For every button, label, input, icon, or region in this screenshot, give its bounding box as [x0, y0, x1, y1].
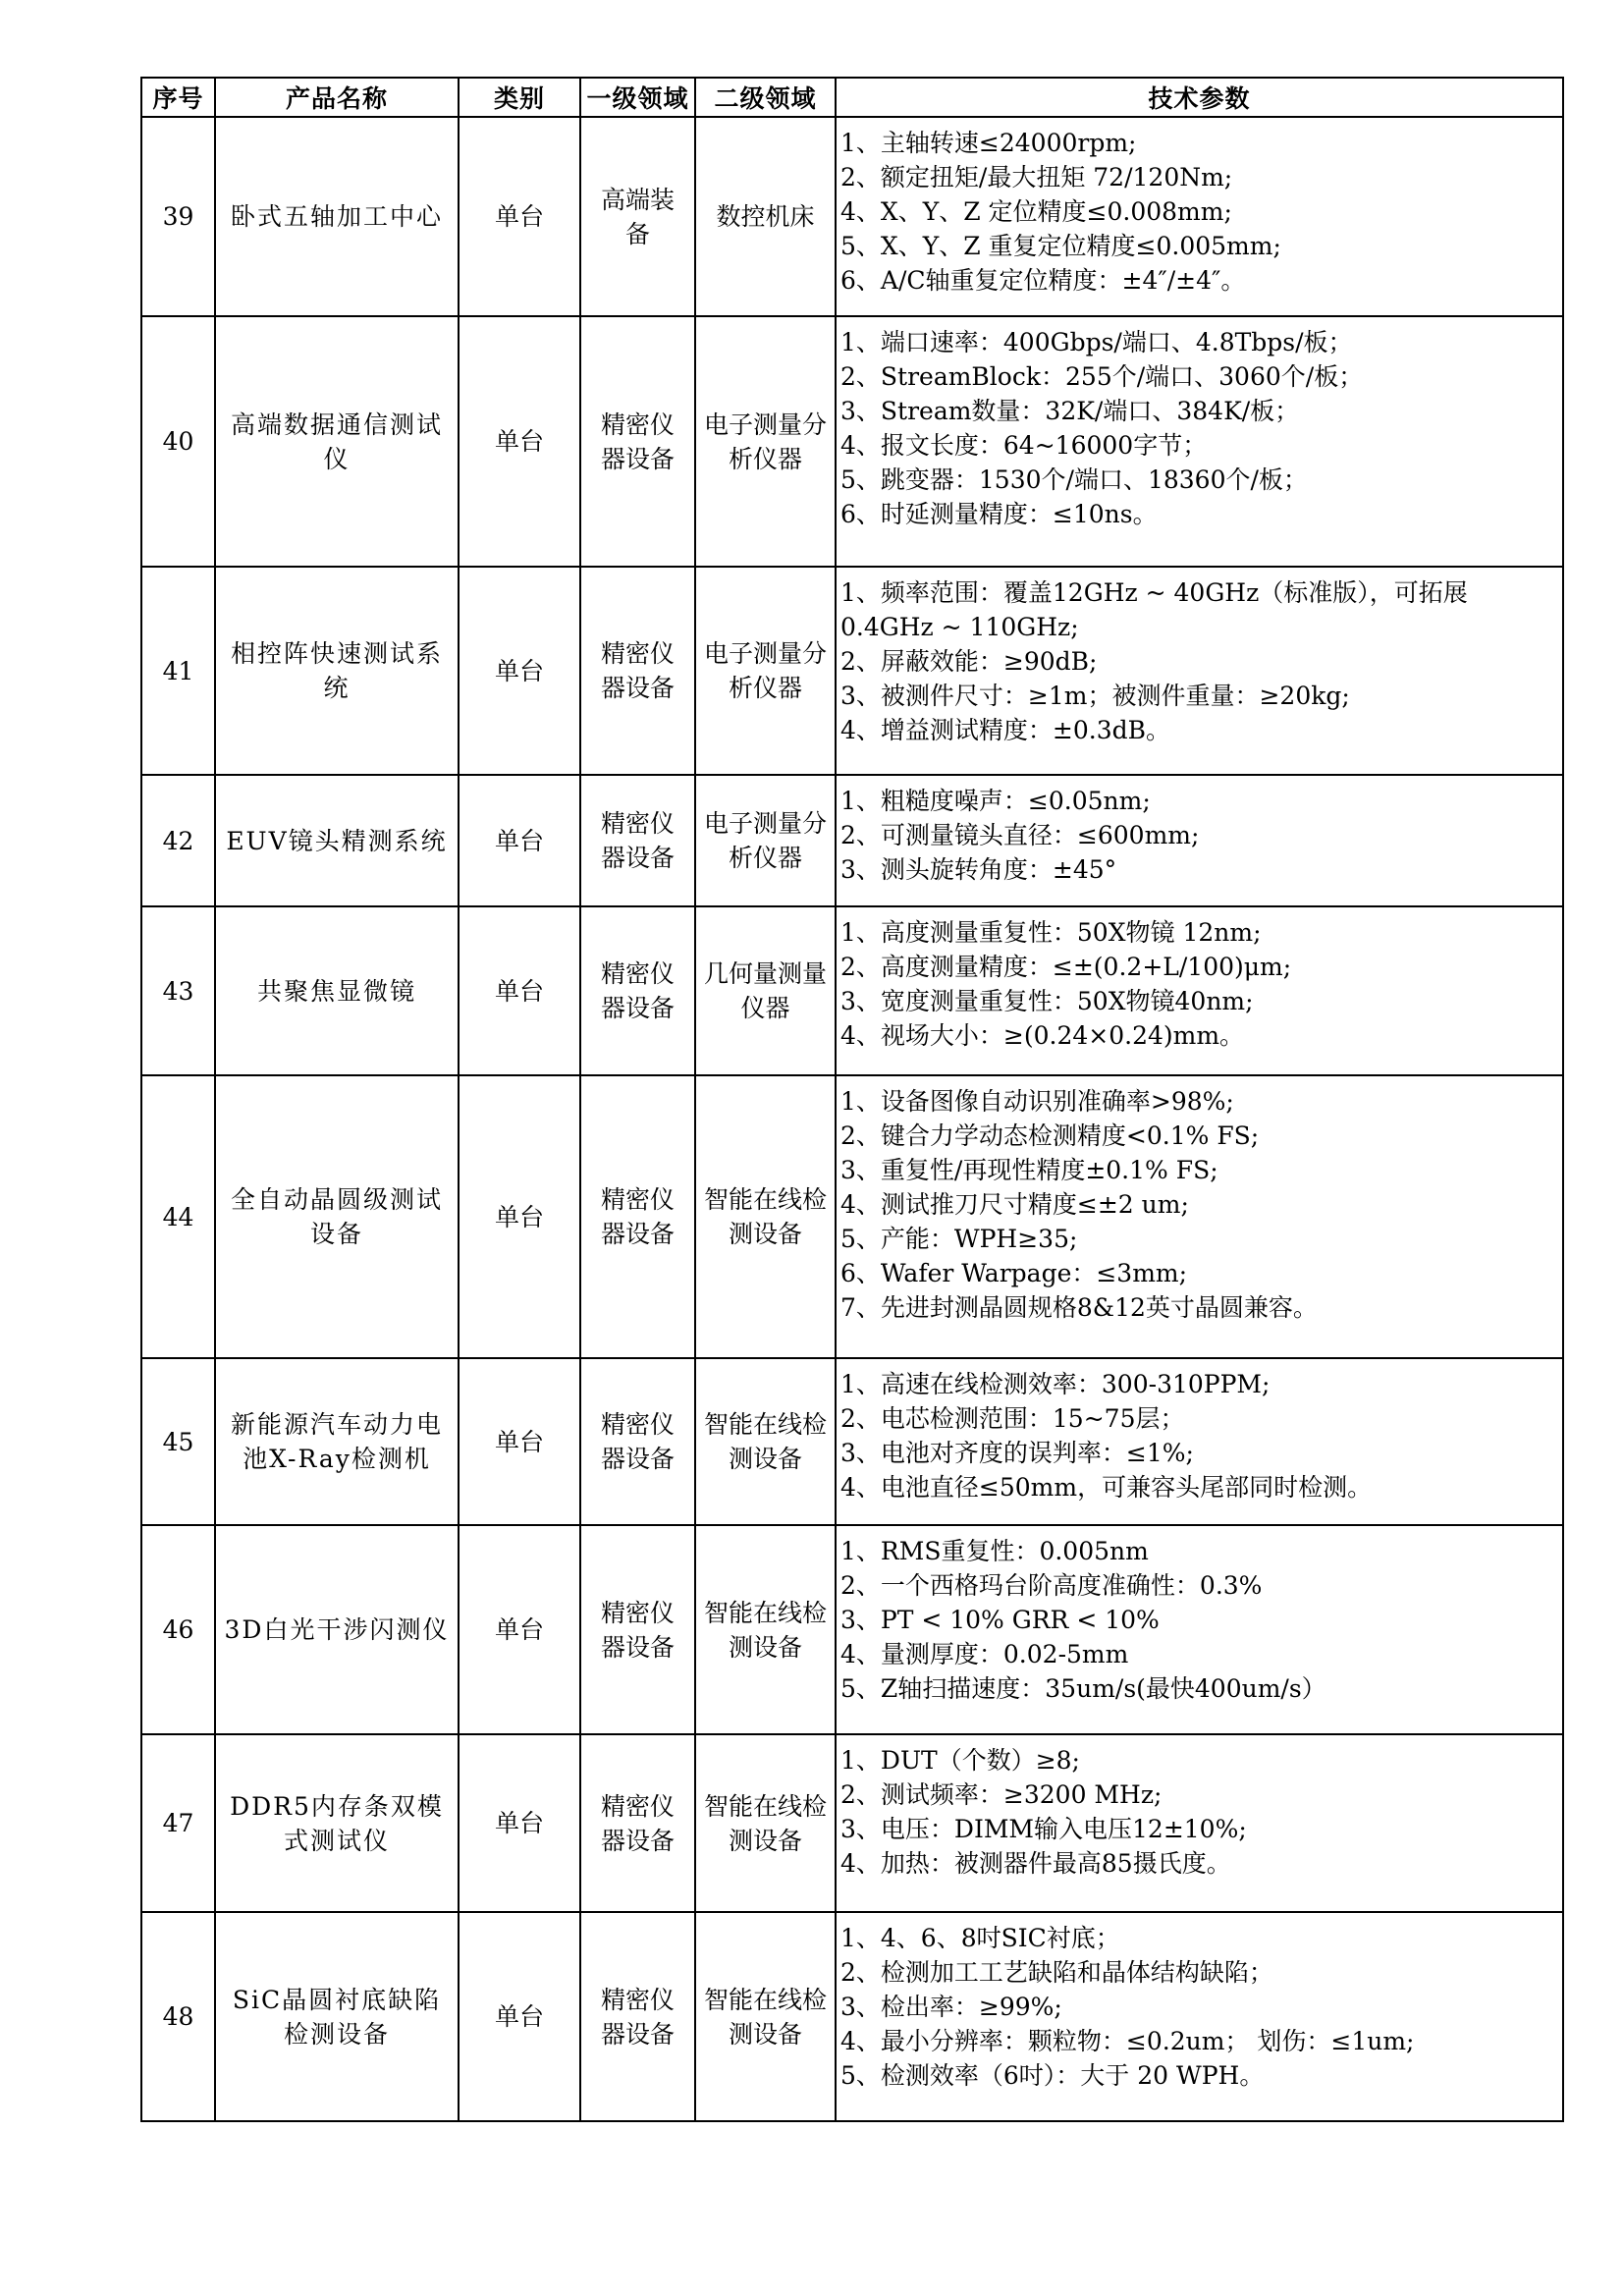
cell-level2: 智能在线检测设备 [695, 1912, 836, 2121]
cell-index: 40 [141, 316, 215, 567]
param-line: 1、端口速率：400Gbps/端口、4.8Tbps/板； [840, 328, 1353, 356]
param-line: 1、4、6、8吋SIC衬底； [840, 1924, 1120, 1952]
cell-params [836, 1734, 1563, 1912]
param-line: 1、主轴转速≤24000rpm; [840, 129, 1137, 157]
param-line: 4、增益测试精度：±0.3dB。 [840, 716, 1170, 744]
param-line: 3、电压：DIMM输入电压12±10%; [840, 1815, 1247, 1843]
header-params: 技术参数 [836, 78, 1563, 117]
cell-category: 单台 [459, 316, 580, 567]
param-line: 6、A/C轴重复定位精度：±4″/±4″。 [840, 266, 1246, 295]
param-line: 3、Stream数量：32K/端口、384K/板； [840, 397, 1300, 425]
header-name: 产品名称 [215, 78, 459, 117]
cell-index: 43 [141, 906, 215, 1075]
param-line: 3、检出率：≥99%; [840, 1993, 1062, 2021]
cell-params [836, 316, 1563, 567]
table-row [141, 906, 1563, 1075]
table-row [141, 1525, 1563, 1734]
param-line: 2、键合力学动态检测精度<0.1% FS; [840, 1121, 1260, 1150]
cell-product-name: 卧式五轴加工中心 [215, 117, 459, 316]
param-line: 5、跳变器：1530个/端口、18360个/板； [840, 465, 1308, 494]
param-line: 4、测试推刀尺寸精度≤±2 um; [840, 1190, 1189, 1219]
cell-index: 41 [141, 567, 215, 775]
cell-level2: 智能在线检测设备 [695, 1075, 836, 1358]
cell-category: 单台 [459, 1525, 580, 1734]
header-level2: 二级领域 [695, 78, 836, 117]
param-line: 5、产能：WPH≥35; [840, 1225, 1078, 1253]
cell-product-name: 全自动晶圆级测试设备 [215, 1075, 459, 1358]
param-line: 2、检测加工工艺缺陷和晶体结构缺陷； [840, 1958, 1273, 1987]
cell-level1: 精密仪器设备 [580, 1525, 695, 1734]
cell-level1: 精密仪器设备 [580, 906, 695, 1075]
table-row [141, 1358, 1563, 1525]
param-line: 3、宽度测量重复性：50X物镜40nm; [840, 987, 1254, 1015]
cell-category: 单台 [459, 1734, 580, 1912]
param-line: 6、Wafer Warpage：≤3mm; [840, 1259, 1188, 1287]
cell-level2: 智能在线检测设备 [695, 1525, 836, 1734]
cell-index: 39 [141, 117, 215, 316]
param-line: 1、设备图像自动识别准确率>98%; [840, 1087, 1234, 1116]
param-line: 1、RMS重复性：0.005nm [840, 1537, 1149, 1565]
product-spec-table [140, 77, 1564, 2122]
cell-product-name: 共聚焦显微镜 [215, 906, 459, 1075]
param-line: 3、测头旋转角度：±45° [840, 855, 1117, 884]
param-line: 3、重复性/再现性精度±0.1% FS; [840, 1156, 1218, 1184]
cell-level2: 电子测量分析仪器 [695, 316, 836, 567]
cell-params [836, 775, 1563, 906]
cell-product-name: SiC晶圆衬底缺陷检测设备 [215, 1912, 459, 2121]
cell-product-name: 新能源汽车动力电池X-Ray检测机 [215, 1358, 459, 1525]
header-index: 序号 [141, 78, 215, 117]
param-line: 4、报文长度：64~16000字节； [840, 431, 1208, 460]
param-line: 4、X、Y、Z 定位精度≤0.008mm; [840, 197, 1232, 226]
param-line: 4、加热：被测器件最高85摄氏度。 [840, 1849, 1231, 1878]
param-line: 1、粗糙度噪声：≤0.05nm; [840, 787, 1151, 815]
cell-index: 45 [141, 1358, 215, 1525]
cell-product-name: 高端数据通信测试仪 [215, 316, 459, 567]
cell-category: 单台 [459, 1358, 580, 1525]
cell-level1: 精密仪器设备 [580, 775, 695, 906]
cell-level1: 精密仪器设备 [580, 1912, 695, 2121]
cell-level1: 精密仪器设备 [580, 316, 695, 567]
cell-index: 48 [141, 1912, 215, 2121]
cell-level2: 电子测量分析仪器 [695, 775, 836, 906]
param-line: 3、PT < 10% GRR < 10% [840, 1606, 1160, 1634]
param-line: 4、量测厚度：0.02-5mm [840, 1640, 1129, 1668]
cell-params [836, 1358, 1563, 1525]
header-level1: 一级领域 [580, 78, 695, 117]
cell-index: 47 [141, 1734, 215, 1912]
cell-category: 单台 [459, 775, 580, 906]
cell-params [836, 117, 1563, 316]
cell-index: 42 [141, 775, 215, 906]
table-body [141, 117, 1563, 2121]
param-line: 2、可测量镜头直径：≤600mm; [840, 821, 1200, 849]
table-row [141, 117, 1563, 316]
table-header-row [141, 78, 1563, 117]
table-row [141, 775, 1563, 906]
table-row [141, 1734, 1563, 1912]
param-line: 1、高度测量重复性：50X物镜 12nm; [840, 918, 1262, 947]
param-line: 2、屏蔽效能：≥90dB; [840, 647, 1098, 676]
table-row [141, 1912, 1563, 2121]
table-row [141, 567, 1563, 775]
param-line: 4、最小分辨率：颗粒物：≤0.2um； 划伤：≤1um; [840, 2027, 1415, 2055]
cell-level2: 电子测量分析仪器 [695, 567, 836, 775]
cell-level2: 智能在线检测设备 [695, 1734, 836, 1912]
cell-category: 单台 [459, 117, 580, 316]
param-line: 2、电芯检测范围：15~75层； [840, 1404, 1185, 1433]
cell-params [836, 1075, 1563, 1358]
cell-level1: 精密仪器设备 [580, 567, 695, 775]
cell-category: 单台 [459, 1075, 580, 1358]
param-line: 5、检测效率（6吋）：大于 20 WPH。 [840, 2061, 1265, 2090]
cell-index: 46 [141, 1525, 215, 1734]
param-line: 5、Z轴扫描速度：35um/s(最快400um/s） [840, 1674, 1326, 1703]
cell-category: 单台 [459, 1912, 580, 2121]
cell-product-name: 相控阵快速测试系统 [215, 567, 459, 775]
param-line: 5、X、Y、Z 重复定位精度≤0.005mm; [840, 232, 1281, 260]
param-line: 1、频率范围：覆盖12GHz ~ 40GHz（标准版），可拓展 [840, 578, 1468, 607]
cell-product-name: EUV镜头精测系统 [215, 775, 459, 906]
cell-level1: 高端装备 [580, 117, 695, 316]
param-line: 0.4GHz ~ 110GHz; [840, 613, 1079, 641]
param-line: 2、StreamBlock：255个/端口、3060个/板； [840, 362, 1364, 391]
param-line: 3、电池对齐度的误判率：≤1%; [840, 1439, 1194, 1467]
param-line: 3、被测件尺寸：≥1m；被测件重量：≥20kg; [840, 682, 1350, 710]
cell-params [836, 906, 1563, 1075]
param-line: 2、测试频率：≥3200 MHz; [840, 1780, 1163, 1809]
cell-category: 单台 [459, 567, 580, 775]
cell-level2: 智能在线检测设备 [695, 1358, 836, 1525]
cell-level2: 几何量测量仪器 [695, 906, 836, 1075]
cell-product-name: 3D白光干涉闪测仪 [215, 1525, 459, 1734]
cell-index: 44 [141, 1075, 215, 1358]
cell-params [836, 567, 1563, 775]
param-line: 2、一个西格玛台阶高度准确性：0.3% [840, 1571, 1263, 1600]
table-row [141, 316, 1563, 567]
param-line: 6、时延测量精度：≤10ns。 [840, 500, 1158, 528]
param-line: 2、额定扭矩/最大扭矩 72/120Nm; [840, 163, 1233, 191]
cell-params [836, 1525, 1563, 1734]
table-row [141, 1075, 1563, 1358]
cell-level1: 精密仪器设备 [580, 1358, 695, 1525]
param-line: 4、视场大小：≥(0.24×0.24)mm。 [840, 1021, 1245, 1050]
header-category: 类别 [459, 78, 580, 117]
cell-category: 单台 [459, 906, 580, 1075]
cell-level2: 数控机床 [695, 117, 836, 316]
cell-params [836, 1912, 1563, 2121]
param-line: 7、先进封测晶圆规格8&12英寸晶圆兼容。 [840, 1293, 1318, 1322]
param-line: 1、高速在线检测效率：300-310PPM; [840, 1370, 1271, 1398]
param-line: 1、DUT（个数）≥8; [840, 1746, 1080, 1775]
param-line: 2、高度测量精度：≤±(0.2+L/100)μm; [840, 953, 1292, 981]
cell-level1: 精密仪器设备 [580, 1075, 695, 1358]
cell-product-name: DDR5内存条双模式测试仪 [215, 1734, 459, 1912]
cell-level1: 精密仪器设备 [580, 1734, 695, 1912]
param-line: 4、电池直径≤50mm，可兼容头尾部同时检测。 [840, 1473, 1373, 1502]
